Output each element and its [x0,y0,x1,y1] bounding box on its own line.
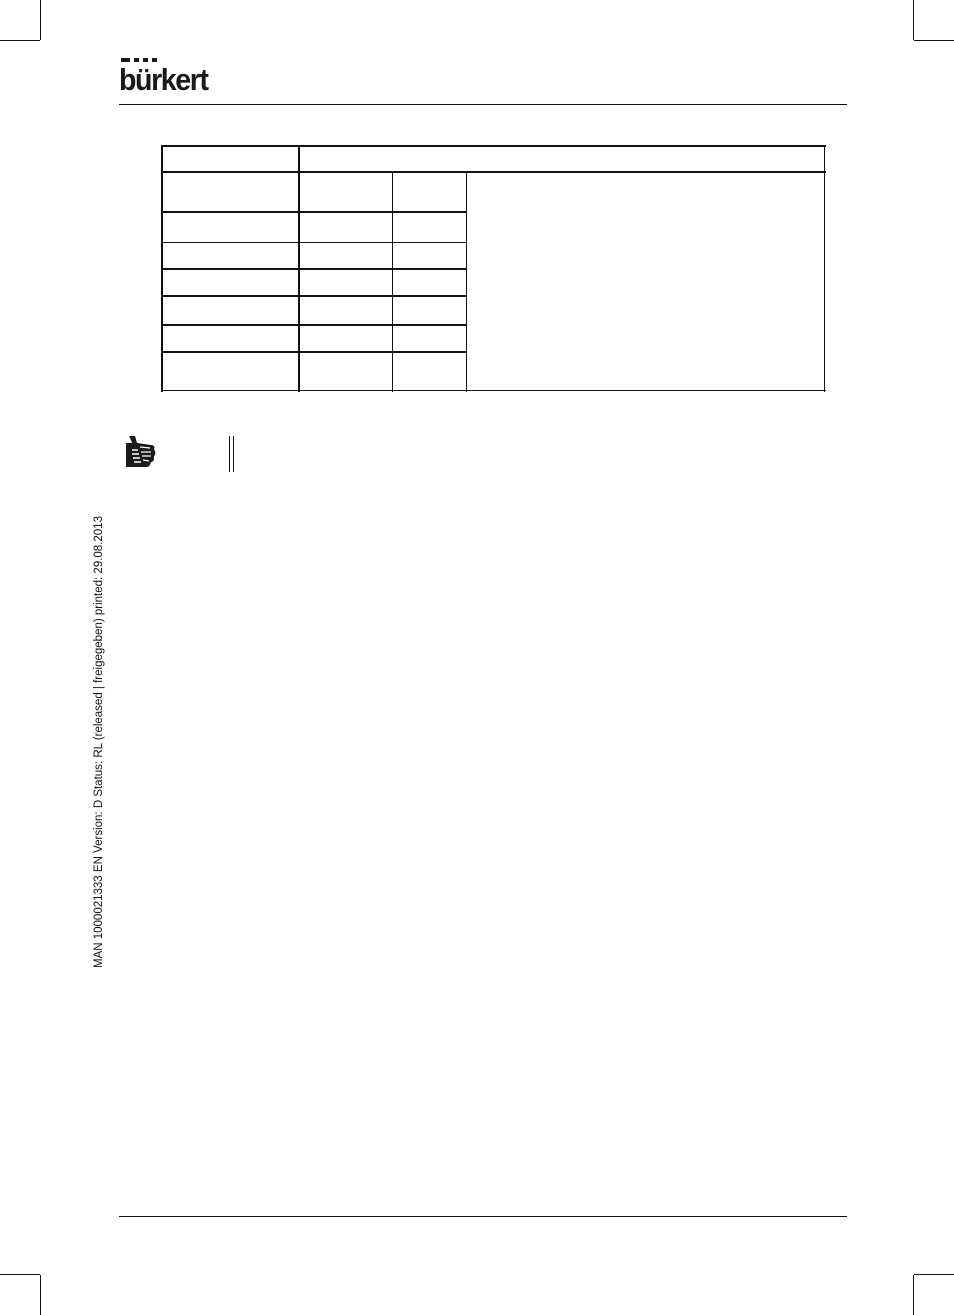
table-row-separator-2 [161,242,467,243]
note-marker-line-1 [229,436,230,472]
table-row-separator-3 [161,268,467,270]
note-marker-line-2 [233,436,234,472]
footer-rule [119,1216,847,1217]
crop-mark-top-left-horizontal [0,40,40,41]
table-row-separator-4 [161,295,467,297]
table-border-top [161,145,826,147]
table-col-divider-3 [466,172,467,392]
table-border-right [824,145,825,392]
table-row-separator-6 [161,351,467,353]
burkert-logo [119,58,229,98]
crop-mark-top-right-vertical [913,0,914,40]
table-col-divider-2 [392,172,393,392]
crop-mark-bottom-left-horizontal [0,1274,40,1275]
crop-mark-top-right-horizontal [914,40,954,41]
logo-text: bürkert [119,62,208,97]
table-row-separator-1 [161,211,467,213]
table-row-separator-5 [161,324,467,326]
crop-mark-top-left-vertical [40,0,41,40]
crop-mark-bottom-right-vertical [913,1275,914,1315]
crop-mark-bottom-left-vertical [40,1275,41,1315]
table-border-bottom [161,390,826,391]
document-status-sidebar: MAN 1000021333 EN Version: D Status: RL (released | freigegeben) printed: 29.08.2013 [93,516,105,968]
header-rule [119,104,847,105]
spec-table [161,145,826,392]
thumbs-up-hand-icon [125,434,157,468]
crop-mark-bottom-right-horizontal [914,1274,954,1275]
table-header-separator [161,171,826,173]
